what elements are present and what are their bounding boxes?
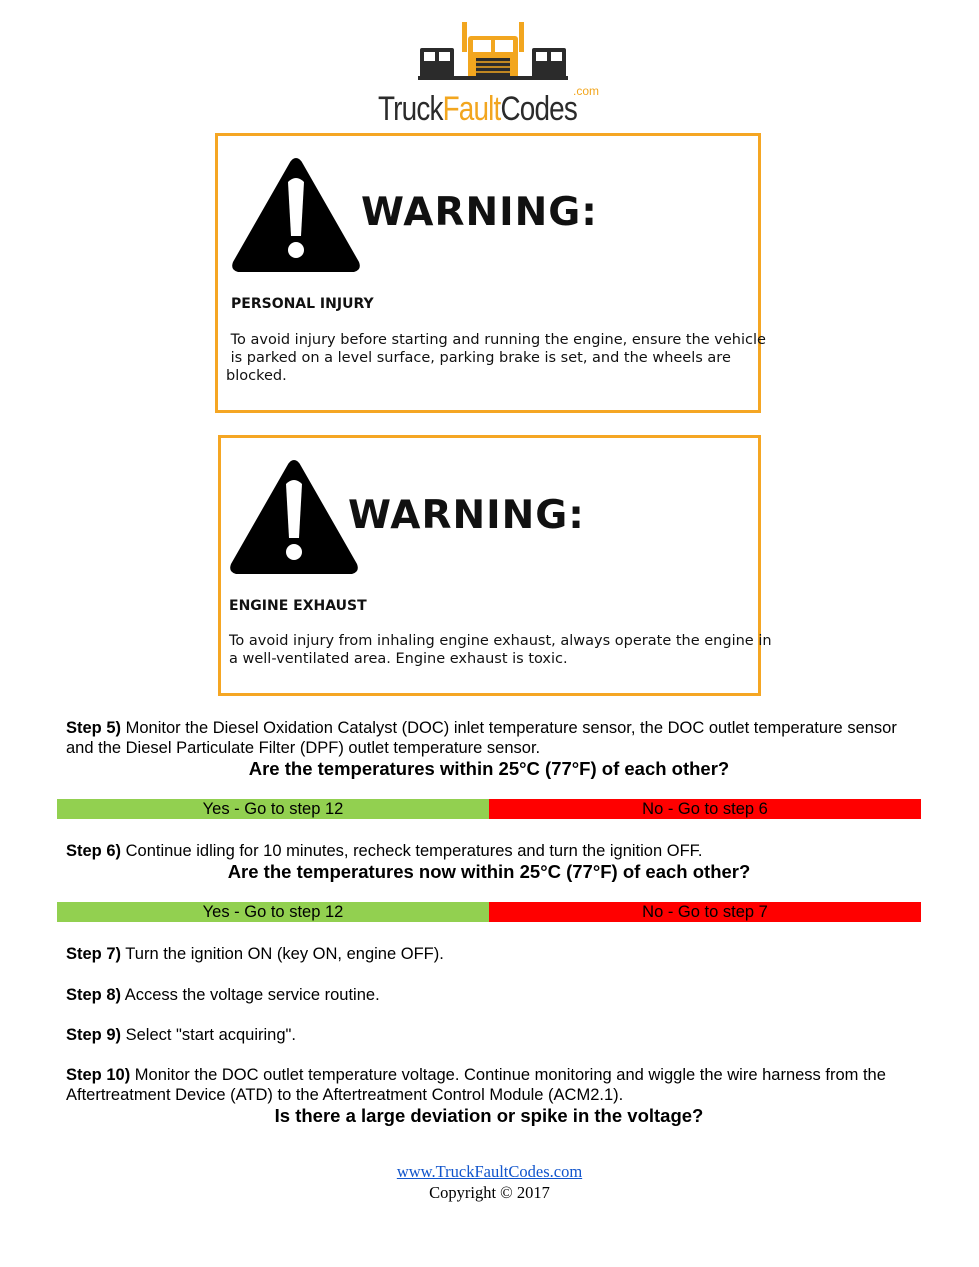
no-answer: No - Go to step 7 [489, 902, 921, 922]
step-7: Step 7) Turn the ignition ON (key ON, engine OFF). [66, 945, 444, 963]
warning-body: To avoid injury from inhaling engine exhaust, always operate the engine in a well-ventilated area. Engine exhaust is toxic. [229, 633, 772, 667]
warning-subtitle: PERSONAL INJURY [231, 296, 374, 312]
warning-subtitle: ENGINE EXHAUST [229, 598, 367, 614]
truck-icon [418, 18, 568, 88]
copyright: Copyright © 2017 [429, 1183, 550, 1202]
step-5-answers [57, 799, 921, 819]
step-6-question: Are the temperatures now within 25°C (77°F) of each other? [227, 861, 751, 882]
logo-wordmark: TruckFaultCodes [378, 90, 577, 128]
warning-body: To avoid injury before starting and running the engine, ensure the vehicle is parked on a level surface, parking brake is set, and the wheels are blocked. [226, 332, 766, 384]
step-6-answers [57, 902, 921, 922]
footer [0, 1161, 979, 1203]
warning-box-engine-exhaust [218, 435, 772, 696]
site-link[interactable]: www.TruckFaultCodes.com [396, 1162, 583, 1181]
warning-title: WARNING: [348, 493, 585, 538]
no-answer: No - Go to step 6 [489, 799, 921, 819]
warning-title: WARNING: [361, 190, 598, 235]
yes-answer: Yes - Go to step 12 [57, 902, 489, 922]
step-5-question: Are the temperatures within 25°C (77°F) of each other? [248, 758, 730, 779]
step-9: Step 9) Select "start acquiring". [66, 1026, 296, 1044]
warning-triangle-icon [226, 456, 362, 578]
step-10-question: Is there a large deviation or spike in the voltage? [274, 1105, 704, 1126]
step-8: Step 8) Access the voltage service routine. [66, 986, 380, 1004]
site-logo [378, 18, 604, 128]
step-5: Step 5) Monitor the Diesel Oxidation Catalyst (DOC) inlet temperature sensor, the DOC outlet temperature sensor and the Diesel Particulate Filter (DPF) outlet temperature sensor. [66, 719, 897, 757]
warning-box-personal-injury [215, 133, 766, 413]
step-10: Step 10) Monitor the DOC outlet temperature voltage. Continue monitoring and wiggle the wire harness from the Aftertreatment Device (ATD) to the Aftertreatment Control Module (ACM2.1). [66, 1066, 886, 1104]
logo-com: .com [573, 84, 600, 98]
yes-answer: Yes - Go to step 12 [57, 799, 489, 819]
step-6: Step 6) Continue idling for 10 minutes, recheck temperatures and turn the ignition OFF. [66, 842, 703, 860]
warning-triangle-icon [228, 154, 364, 276]
